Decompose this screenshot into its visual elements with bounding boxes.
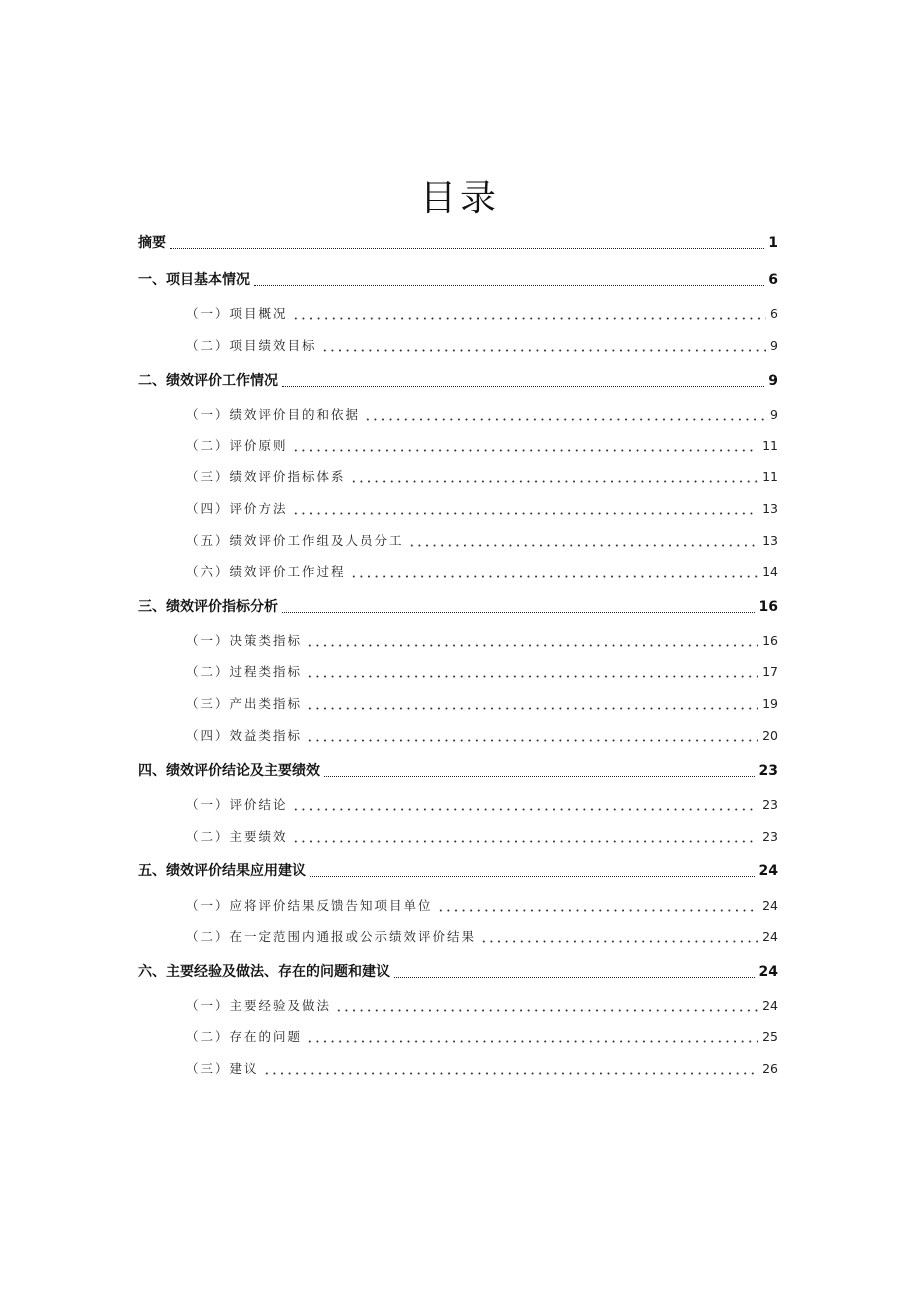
toc-page-number: 25	[762, 1029, 778, 1044]
toc-entry-section-2-1[interactable]	[138, 404, 778, 426]
toc-page-number: 11	[762, 469, 778, 484]
toc-entry-section-2-4[interactable]	[138, 498, 778, 520]
toc-page-number: 23	[758, 763, 778, 779]
toc-entry-section-2-3[interactable]	[138, 466, 778, 488]
dot-leader	[282, 606, 755, 613]
toc-entry-section-2-5[interactable]	[138, 530, 778, 552]
toc-page-number: 24	[758, 964, 778, 980]
toc-page-number: 19	[762, 696, 778, 711]
toc-entry-label: （三）产出类指标	[186, 696, 303, 711]
toc-entry-section-6-3[interactable]	[138, 1058, 778, 1080]
toc-page-number: 1	[768, 235, 778, 251]
dot-leader	[306, 704, 758, 710]
toc-page-number: 13	[762, 501, 778, 516]
toc-entry-label: 摘要	[138, 235, 166, 251]
toc-entry-label: （一）绩效评价目的和依据	[186, 407, 361, 422]
toc-page-number: 9	[770, 407, 778, 422]
toc-entry-section-5-2[interactable]	[138, 926, 778, 948]
dot-leader	[324, 770, 755, 777]
toc-page-number: 26	[762, 1061, 778, 1076]
toc-entry-section-4-1[interactable]	[138, 794, 778, 816]
dot-leader	[292, 446, 759, 452]
toc-page-number: 14	[762, 564, 778, 579]
toc-entry-section-4[interactable]	[138, 760, 778, 782]
toc-entry-section-3-1[interactable]	[138, 630, 778, 652]
toc-entry-label: 四、绩效评价结论及主要绩效	[138, 763, 320, 779]
toc-page-number: 13	[762, 533, 778, 548]
toc-entry-section-4-2[interactable]	[138, 826, 778, 848]
dot-leader	[408, 541, 759, 547]
toc-entry-label: 二、绩效评价工作情况	[138, 373, 278, 389]
toc-page-number: 20	[762, 728, 778, 743]
dot-leader	[310, 870, 755, 877]
toc-entry-label: （一）主要经验及做法	[186, 998, 332, 1013]
dot-leader	[394, 971, 755, 978]
toc-entry-label: （一）应将评价结果反馈告知项目单位	[186, 898, 433, 913]
toc-entry-label: （二）存在的问题	[186, 1029, 303, 1044]
toc-entry-label: 一、项目基本情况	[138, 272, 250, 288]
toc-entry-section-3-3[interactable]	[138, 693, 778, 715]
dot-leader	[480, 937, 758, 943]
toc-entry-section-5[interactable]	[138, 860, 778, 882]
toc-entry-label: 六、主要经验及做法、存在的问题和建议	[138, 964, 390, 980]
dot-leader	[292, 314, 767, 320]
toc-page-number: 24	[762, 929, 778, 944]
toc-page-number: 9	[768, 373, 778, 389]
toc-entry-section-2[interactable]	[138, 370, 778, 392]
toc-page-number: 23	[762, 829, 778, 844]
toc-page-number: 6	[768, 272, 778, 288]
toc-entry-section-1[interactable]	[138, 269, 778, 291]
dot-leader	[170, 242, 764, 249]
toc-entry-label: （二）过程类指标	[186, 664, 303, 679]
toc-page-number: 9	[770, 338, 778, 353]
toc-entry-label: 五、绩效评价结果应用建议	[138, 863, 306, 879]
dot-leader	[306, 736, 758, 742]
toc-page-number: 11	[762, 438, 778, 453]
dot-leader	[306, 672, 758, 678]
toc-page-number: 24	[762, 998, 778, 1013]
dot-leader	[350, 477, 759, 483]
toc-entry-label: （二）评价原则	[186, 438, 288, 453]
toc-entry-label: （六）绩效评价工作过程	[186, 564, 346, 579]
dot-leader	[254, 279, 764, 286]
toc-entry-label: （三）绩效评价指标体系	[186, 469, 346, 484]
toc-entry-abstract[interactable]	[138, 232, 778, 254]
toc-entry-section-1-2[interactable]	[138, 335, 778, 357]
dot-leader	[364, 415, 766, 421]
toc-entry-label: 三、绩效评价指标分析	[138, 599, 278, 615]
toc-entry-label: （五）绩效评价工作组及人员分工	[186, 533, 404, 548]
toc-entry-section-2-6[interactable]	[138, 561, 778, 583]
dot-leader	[292, 837, 759, 843]
toc-page-number: 24	[758, 863, 778, 879]
toc-page-number: 6	[770, 306, 778, 321]
toc-entry-section-6-2[interactable]	[138, 1026, 778, 1048]
toc-entry-label: （二）主要绩效	[186, 829, 288, 844]
dot-leader	[306, 641, 758, 647]
toc-entry-label: （四）评价方法	[186, 501, 288, 516]
toc-entry-label: （一）项目概况	[186, 306, 288, 321]
toc-entry-section-6[interactable]	[138, 961, 778, 983]
dot-leader	[292, 509, 759, 515]
dot-leader	[292, 805, 759, 811]
dot-leader	[263, 1069, 759, 1075]
toc-page-number: 23	[762, 797, 778, 812]
dot-leader	[437, 906, 759, 912]
toc-entry-label: （一）决策类指标	[186, 633, 303, 648]
toc-page-number: 16	[758, 599, 778, 615]
toc-page-number: 17	[762, 664, 778, 679]
toc-entry-section-3-2[interactable]	[138, 661, 778, 683]
toc-entry-label: （二）项目绩效目标	[186, 338, 317, 353]
toc-title: 目录	[419, 178, 500, 219]
toc-entry-section-3-4[interactable]	[138, 725, 778, 747]
toc-entry-section-6-1[interactable]	[138, 995, 778, 1017]
dot-leader	[350, 572, 759, 578]
dot-leader	[321, 346, 767, 352]
dot-leader	[306, 1037, 758, 1043]
toc-page-number: 24	[762, 898, 778, 913]
toc-entry-section-2-2[interactable]	[138, 435, 778, 457]
toc-entry-label: （三）建议	[186, 1061, 259, 1076]
toc-entry-label: （一）评价结论	[186, 797, 288, 812]
toc-entry-label: （四）效益类指标	[186, 728, 303, 743]
dot-leader	[282, 380, 764, 387]
toc-entry-section-3[interactable]	[138, 596, 778, 618]
toc-entry-section-1-1[interactable]	[138, 303, 778, 325]
toc-page-number: 16	[762, 633, 778, 648]
dot-leader	[335, 1006, 758, 1012]
toc-entry-label: （二）在一定范围内通报或公示绩效评价结果	[186, 929, 477, 944]
toc-entry-section-5-1[interactable]	[138, 895, 778, 917]
